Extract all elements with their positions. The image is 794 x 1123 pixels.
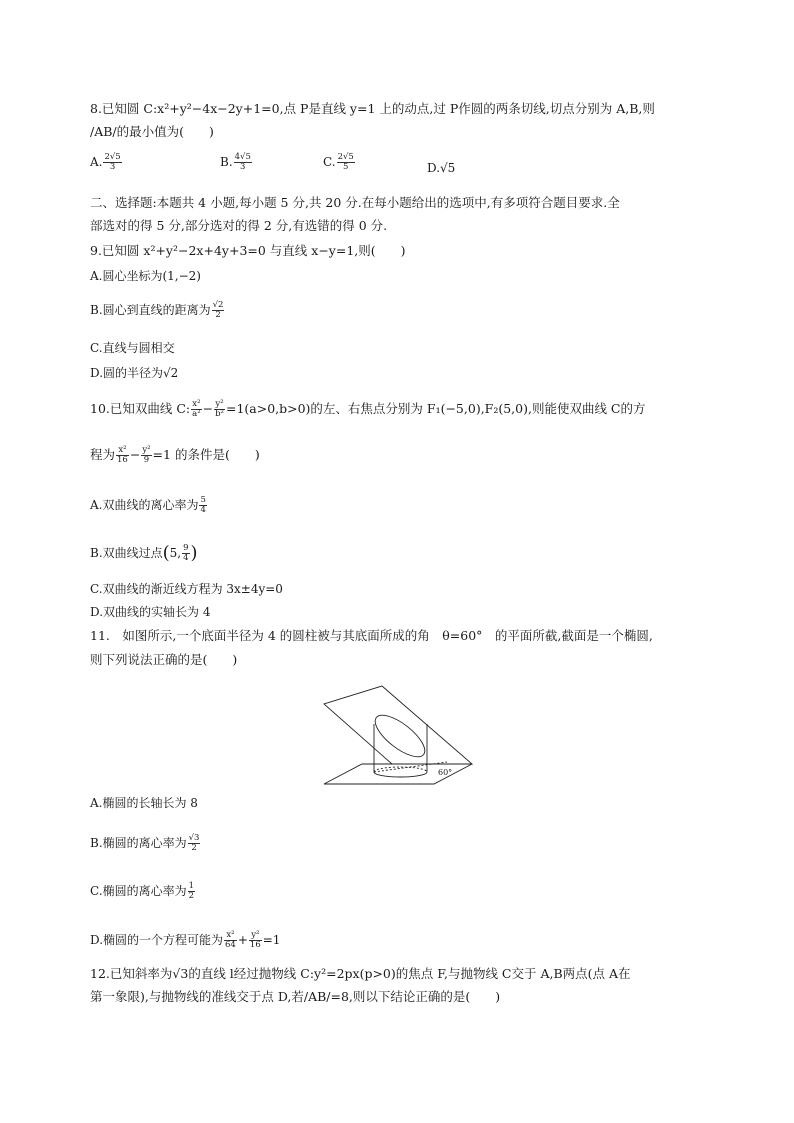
q8-option-a-num: 2√5	[104, 152, 121, 162]
q9-option-b	[90, 301, 225, 320]
q8-stem-line1	[90, 101, 655, 117]
q10-option-b-paren-close: )	[190, 542, 198, 564]
section2-text-2: 部选对的得 5 分,部分选对的得 2 分,有选错的得 0 分.	[90, 218, 388, 233]
q12-stem-text-2: 第一象限),与抛物线的准线交于点 D,若/AB/=8,则以下结论正确的是( )	[90, 989, 501, 1004]
q10-target-frac-x	[116, 446, 129, 465]
q9-option-b-text: B.圆心到直线的距离为	[90, 303, 211, 317]
q8-option-d-value: √5	[440, 161, 456, 175]
q12-stem-suffix: 的直线 l经过抛物线 C:y²=2px(p>0)的焦点 F,与抛物线 C交于 A,B两点(点 A在	[188, 966, 631, 981]
q8-option-c-fraction	[337, 153, 355, 172]
q9-option-b-fraction	[212, 301, 225, 320]
q8-stem-text-2: /AB/的最小值为( )	[90, 124, 214, 139]
q8-option-b-den: 3	[240, 162, 246, 172]
q10-frac-x-num: x²	[192, 399, 201, 409]
q10-minus-2: −	[129, 447, 141, 462]
q9-option-a	[90, 268, 201, 284]
q10-option-c	[90, 581, 283, 597]
q10-frac-y-den: b²	[215, 409, 224, 419]
q11-option-c	[90, 882, 196, 901]
cylinder-figure	[322, 684, 474, 786]
q10-stem-line1	[90, 400, 646, 419]
inclined-plane	[324, 686, 472, 764]
q10-option-b-num: 9	[183, 543, 189, 553]
q10-target-frac-y-den: 9	[143, 455, 150, 465]
q11-stem-line1	[90, 628, 653, 644]
section2-heading-line2	[90, 218, 387, 234]
q11-option-d-frac-y	[249, 931, 262, 950]
q8-option-c-den: 5	[342, 162, 349, 172]
q10-target-frac-x-num: x²	[116, 446, 129, 456]
q8-option-d	[427, 160, 455, 176]
q11-option-d-text: D.椭圆的一个方程可能为	[90, 933, 224, 947]
q12-stem-line1	[90, 966, 631, 982]
q10-option-d-text: D.双曲线的实轴长为 4	[90, 605, 211, 619]
q10-option-b-den: 4	[183, 553, 189, 563]
q10-option-b	[90, 544, 198, 563]
q11-option-d-plus: +	[237, 933, 248, 947]
q10-stem-line2	[90, 446, 260, 465]
q8-option-d-label: D.	[427, 161, 441, 175]
q10-option-a-num: 5	[200, 495, 206, 505]
q10-option-a	[90, 496, 208, 515]
q11-option-a	[90, 795, 198, 811]
q11-option-b-fraction	[188, 834, 201, 853]
q8-option-c-label: C.	[323, 155, 336, 169]
q11-stem-text-1: 11. 如图所示,一个底面半径为 4 的圆柱被与其底面所成的角 θ=60° 的平面所截,截面是一个椭圆,	[90, 628, 653, 643]
q10-frac-y	[214, 400, 225, 419]
q9-option-a-text: A.圆心坐标为(1,−2)	[90, 269, 201, 283]
q8-stem-line2	[90, 124, 214, 140]
q11-stem-text-2: 则下列说法正确的是( )	[90, 652, 238, 667]
q10-target-frac-y	[141, 446, 151, 465]
q11-option-d-suffix: =1	[262, 933, 281, 947]
q9-option-c-text: C.直线与圆相交	[90, 341, 175, 355]
q10-frac-x	[191, 400, 201, 419]
q8-stem-text: 8.已知圆 C:x²+y²−4x−2y+1=0,点 P是直线 y=1 上的动点,过 P作圆的两条切线,切点分别为 A,B,则	[90, 101, 655, 116]
q10-option-b-x: 5,	[169, 546, 182, 560]
q10-line2-suffix: =1 的条件是( )	[152, 447, 260, 462]
q11-option-c-fraction	[188, 882, 195, 901]
q9-option-b-den: 2	[215, 310, 221, 320]
q10-option-b-fraction	[182, 544, 189, 563]
q10-stem-suffix: =1(a>0,b>0)的左、右焦点分别为 F₁(−5,0),F₂(5,0),则能使双曲线 C的方	[225, 401, 646, 416]
q8-option-a-fraction	[103, 153, 121, 172]
q12-stem-line2	[90, 989, 500, 1005]
q10-option-a-fraction	[199, 496, 206, 515]
q11-option-d-frac-x	[224, 931, 237, 950]
q11-option-b-den: 2	[191, 843, 197, 853]
q11-option-b	[90, 834, 201, 853]
q11-option-d-frac-x-num: x²	[224, 931, 237, 941]
q10-target-frac-y-num: y²	[142, 445, 151, 455]
cylinder-bottom-front	[374, 772, 427, 777]
angle-label: 60°	[438, 768, 453, 777]
q9-option-d-value: √2	[163, 366, 179, 380]
helper-line-1	[374, 762, 447, 772]
q9-stem	[90, 243, 406, 259]
q11-option-d-frac-y-num: y²	[249, 931, 262, 941]
q8-option-a-den: 3	[109, 162, 116, 172]
q10-option-a-text: A.双曲线的离心率为	[90, 498, 199, 512]
q12-sqrt-three: √3	[172, 966, 189, 981]
q10-frac-y-num: y²	[215, 399, 224, 409]
q8-option-a	[90, 153, 123, 172]
q8-option-c-num: 2√5	[337, 152, 354, 162]
q11-option-c-num: 1	[188, 881, 194, 891]
q11-option-d-frac-y-den: 16	[249, 940, 261, 950]
q10-option-a-den: 4	[200, 505, 206, 515]
q11-option-b-num: √3	[188, 833, 200, 843]
q10-line2-prefix: 程为	[90, 447, 116, 462]
q8-option-a-label: A.	[90, 155, 103, 169]
q11-option-d-frac-x-den: 64	[225, 940, 236, 950]
q10-stem-prefix: 10.已知双曲线 C:	[90, 401, 191, 416]
cylinder-bottom-back	[374, 767, 427, 772]
q11-option-c-text: C.椭圆的离心率为	[90, 884, 187, 898]
q11-option-d	[90, 931, 280, 950]
q10-target-frac-x-den: 16	[117, 455, 128, 465]
section2-text-1: 二、选择题:本题共 4 小题,每小题 5 分,共 20 分.在每小题给出的选项中,有多项符合题目要求.全	[90, 195, 620, 210]
q10-frac-x-den: a²	[192, 409, 201, 419]
q10-minus: −	[202, 401, 214, 416]
q8-option-b	[220, 153, 253, 172]
q9-stem-text: 9.已知圆 x²+y²−2x+4y+3=0 与直线 x−y=1,则( )	[90, 243, 406, 258]
q8-option-b-label: B.	[220, 155, 233, 169]
q11-stem-line2	[90, 652, 237, 668]
q8-option-c	[323, 153, 356, 172]
q10-option-c-text: C.双曲线的渐近线方程为 3x±4y=0	[90, 582, 283, 596]
q11-option-c-den: 2	[188, 891, 194, 901]
q10-option-b-text: B.双曲线过点	[90, 546, 163, 560]
q11-option-a-text: A.椭圆的长轴长为 8	[90, 796, 198, 810]
q9-option-d-text: D.圆的半径为	[90, 366, 164, 380]
section2-heading-line1	[90, 195, 620, 211]
q9-option-c	[90, 340, 175, 356]
q9-option-b-num: √2	[212, 300, 224, 310]
q8-option-b-num: 4√5	[234, 152, 251, 162]
q8-option-b-fraction	[234, 153, 252, 172]
q9-option-d	[90, 365, 178, 381]
q10-option-d	[90, 604, 210, 620]
section-ellipse	[369, 708, 431, 764]
q11-option-b-text: B.椭圆的离心率为	[90, 836, 187, 850]
q12-stem-prefix: 12.已知斜率为	[90, 966, 173, 981]
q10-option-b-paren-open: (	[162, 542, 170, 564]
